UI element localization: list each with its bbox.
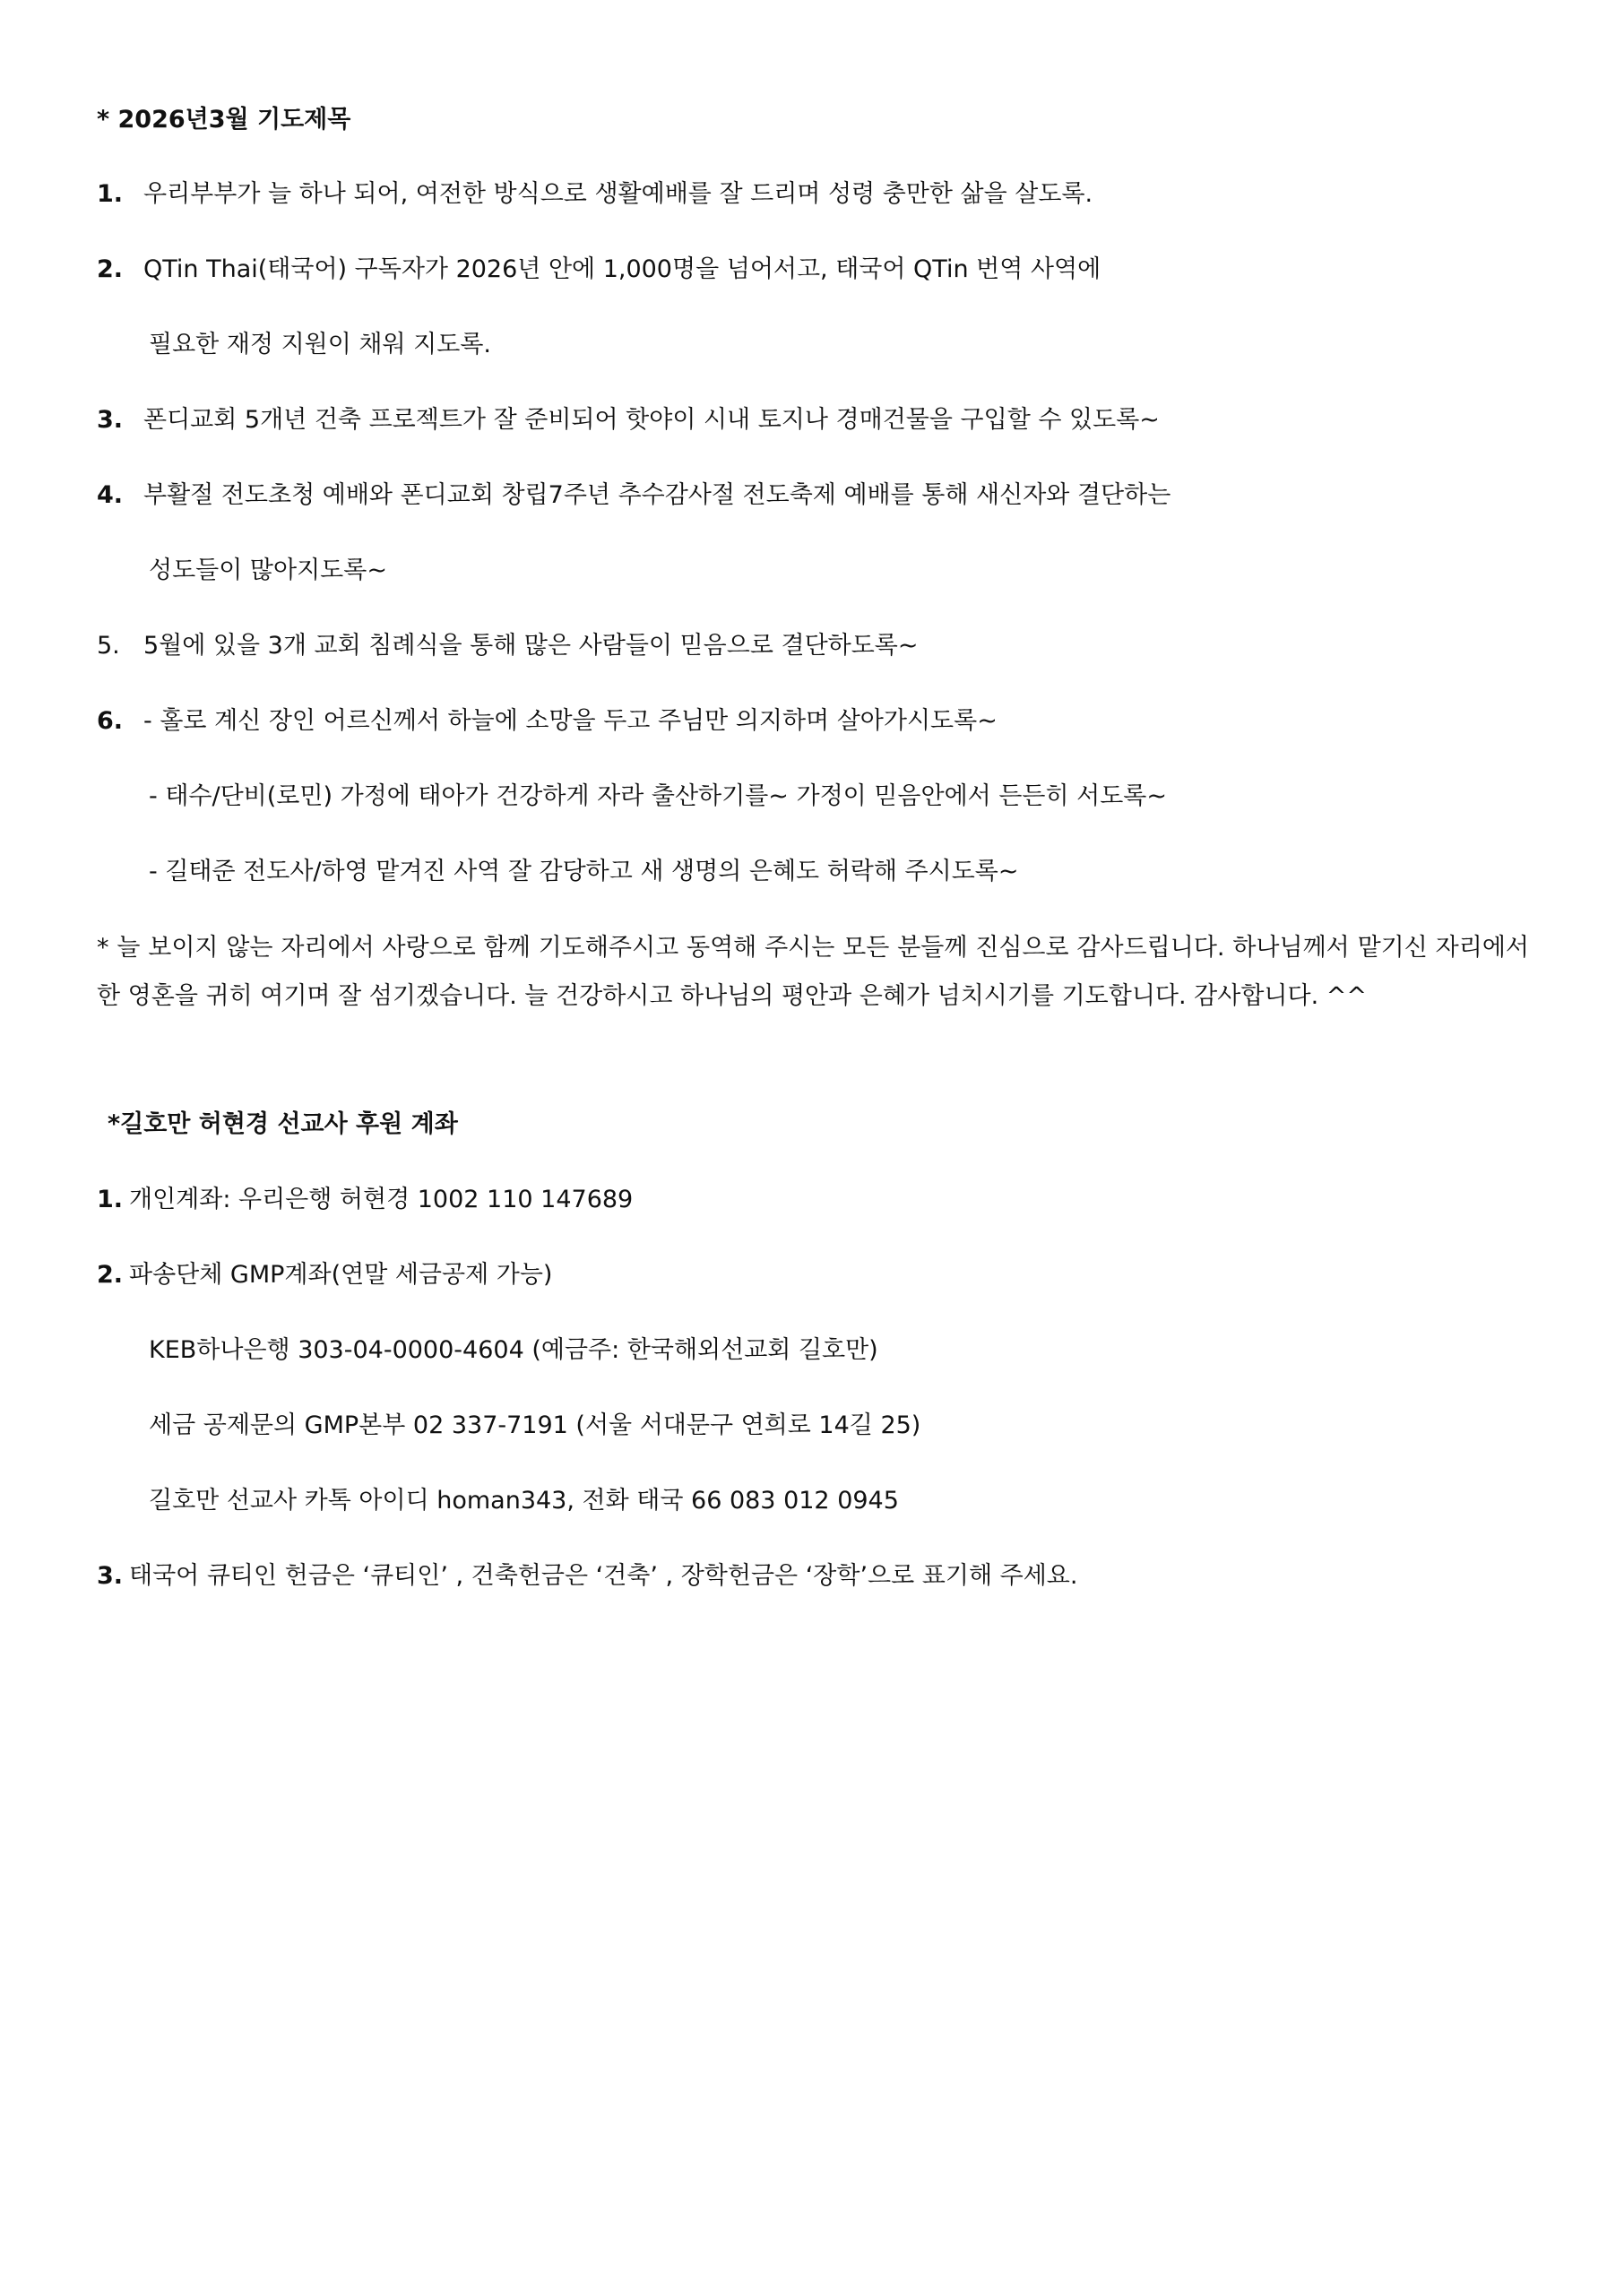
prayer-item-5: [97, 628, 919, 664]
item-text: 태국어 큐티인 헌금은 ‘큐티인’ , 건축헌금은 ‘건축’ , 장학헌금은 ‘장학’으로 표기해 주세요.: [129, 1562, 1078, 1590]
prayer-item-1: [97, 177, 1093, 212]
account-item-2-sub-2: 세금 공제문의 GMP본부 02 337-7191 (서울 서대문구 연희로 14길 25): [149, 1411, 921, 1439]
prayer-item-6-sub-1: - 태수/단비(로민) 가정에 태아가 건강하게 자라 출산하기를~ 가정이 믿음안에서 든든히 서도록~: [149, 782, 1168, 810]
item-number: 3.: [97, 1562, 124, 1590]
prayer-item-2-continuation: 필요한 재정 지원이 채워 지도록.: [149, 331, 491, 358]
prayer-item-4: [97, 478, 1170, 514]
item-text: - 홀로 계신 장인 어르신께서 하늘에 소망을 두고 주님만 의지하며 살아가시도록~: [143, 707, 998, 735]
account-item-1: [97, 1182, 633, 1218]
item-number: 6.: [97, 707, 124, 735]
item-number: 5.: [97, 632, 120, 660]
item-text: 5월에 있을 3개 교회 침례식을 통해 많은 사람들이 믿음으로 결단하도록~: [143, 632, 919, 660]
item-text: 폰디교회 5개년 건축 프로젝트가 잘 준비되어 핫야이 시내 토지나 경매건물을 구입할 수 있도록~: [143, 406, 1160, 434]
prayer-item-3: [97, 402, 1160, 438]
item-text: QTin Thai(태국어) 구독자가 2026년 안에 1,000명을 넘어서고, 태국어 QTin 번역 사역에: [143, 255, 1101, 283]
thanks-paragraph: * 늘 보이지 않는 자리에서 사랑으로 함께 기도해주시고 동역해 주시는 모든 분들께 진심으로 감사드립니다. 하나님께서 맡기신 자리에서 한 영혼을 귀히 여기며 잘 섬기겠습니다. 늘 건강하시고 하나님의 평안과 은혜가 넘치시기를 기도합니다. 감사합니다. ^^: [97, 934, 1529, 1010]
account-item-3: [97, 1558, 1077, 1594]
item-text: 우리부부가 늘 하나 되어, 여전한 방식으로 생활예배를 잘 드리며 성령 충만한 삶을 살도록.: [143, 180, 1093, 208]
prayer-item-6-sub-2: - 길태준 전도사/하영 맡겨진 사역 잘 감당하고 새 생명의 은혜도 허락해 주시도록~: [149, 858, 1019, 885]
account-item-2-sub-1: KEB하나은행 303-04-0000-4604 (예금주: 한국해외선교회 길호만): [149, 1336, 878, 1364]
support-title: *길호만 허현경 선교사 후원 계좌: [108, 1110, 458, 1138]
item-number: 4.: [97, 481, 124, 509]
item-number: 1.: [97, 1186, 124, 1213]
item-number: 2.: [97, 255, 124, 283]
prayer-item-4-continuation: 성도들이 많아지도록~: [149, 557, 387, 584]
prayer-item-2: [97, 252, 1101, 288]
item-text: 파송단체 GMP계좌(연말 세금공제 가능): [129, 1261, 553, 1289]
account-item-2: [97, 1257, 552, 1293]
item-number: 2.: [97, 1261, 124, 1289]
account-item-2-sub-3: 길호만 선교사 카톡 아이디 homan343, 전화 태국 66 083 012 0945: [149, 1487, 899, 1515]
item-text: 개인계좌: 우리은행 허현경 1002 110 147689: [129, 1186, 634, 1213]
page-title: * 2026년3월 기도제목: [97, 106, 351, 134]
item-text: 부활절 전도초청 예배와 폰디교회 창립7주년 추수감사절 전도축제 예배를 통해 새신자와 결단하는: [143, 481, 1171, 509]
item-number: 1.: [97, 180, 124, 208]
item-number: 3.: [97, 406, 124, 434]
prayer-item-6: [97, 703, 998, 739]
